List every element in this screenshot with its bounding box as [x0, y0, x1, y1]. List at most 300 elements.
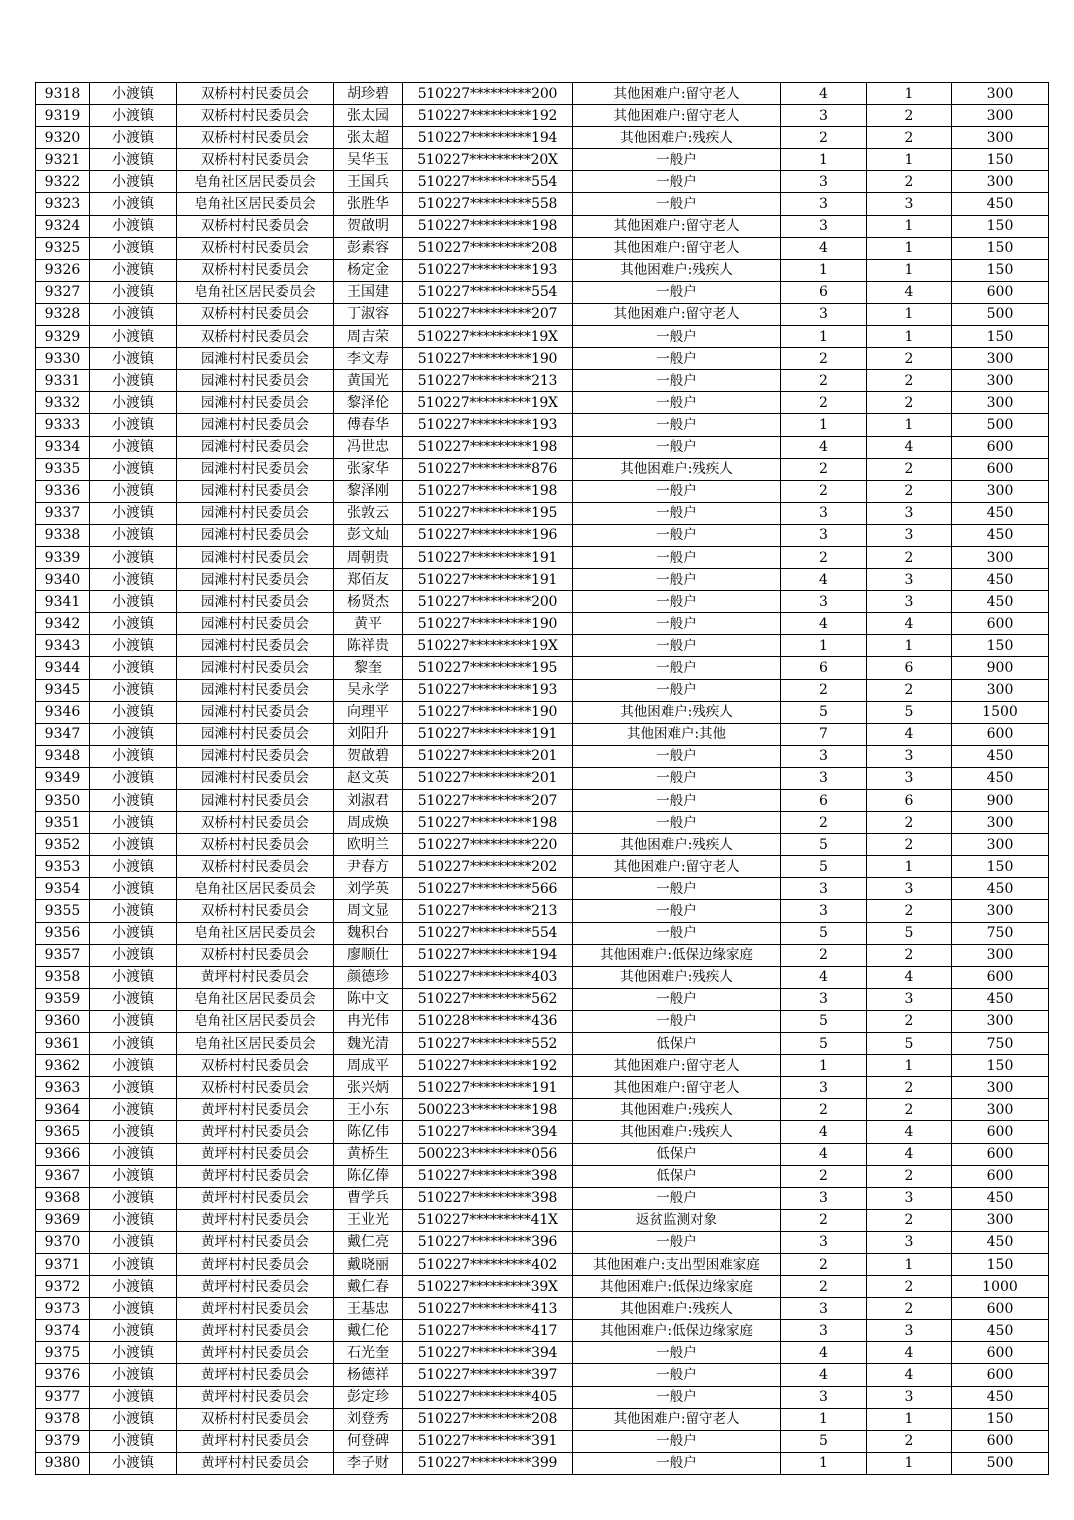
household-size-cell: 6 [781, 657, 867, 679]
township-cell: 小渡镇 [90, 1209, 177, 1231]
table-row [36, 900, 1049, 922]
amount-cell: 300 [952, 348, 1049, 370]
id-number-cell: 510227*********202 [403, 856, 573, 878]
household-size-cell: 3 [781, 767, 867, 789]
household-size-cell: 4 [781, 966, 867, 988]
township-cell: 小渡镇 [90, 436, 177, 458]
row-number-cell: 9371 [36, 1253, 90, 1275]
name-cell: 曹学兵 [334, 1187, 403, 1209]
name-cell: 石光奎 [334, 1342, 403, 1364]
row-number-cell: 9338 [36, 524, 90, 546]
committee-cell: 园滩村村民委员会 [177, 613, 334, 635]
category-cell: 其他困难户:留守老人 [573, 1055, 781, 1077]
id-number-cell: 510227*********191 [403, 723, 573, 745]
category-cell: 一般户 [573, 1386, 781, 1408]
beneficiary-count-cell: 4 [867, 1342, 952, 1364]
township-cell: 小渡镇 [90, 1187, 177, 1209]
beneficiary-count-cell: 2 [867, 105, 952, 127]
household-size-cell: 3 [781, 524, 867, 546]
row-number-cell: 9354 [36, 878, 90, 900]
row-number-cell: 9340 [36, 569, 90, 591]
amount-cell: 450 [952, 767, 1049, 789]
household-size-cell: 4 [781, 83, 867, 105]
amount-cell: 300 [952, 1099, 1049, 1121]
category-cell: 一般户 [573, 900, 781, 922]
row-number-cell: 9345 [36, 679, 90, 701]
category-cell: 其他困难户:留守老人 [573, 1077, 781, 1099]
beneficiary-count-cell: 6 [867, 657, 952, 679]
row-number-cell: 9353 [36, 856, 90, 878]
committee-cell: 黄坪村村民委员会 [177, 1320, 334, 1342]
committee-cell: 黄坪村村民委员会 [177, 1121, 334, 1143]
township-cell: 小渡镇 [90, 900, 177, 922]
committee-cell: 双桥村村民委员会 [177, 105, 334, 127]
id-number-cell: 510227*********196 [403, 524, 573, 546]
table-row [36, 1055, 1049, 1077]
beneficiary-count-cell: 1 [867, 149, 952, 171]
household-size-cell: 3 [781, 303, 867, 325]
name-cell: 周吉荣 [334, 326, 403, 348]
category-cell: 其他困难户:残疾人 [573, 127, 781, 149]
household-size-cell: 4 [781, 569, 867, 591]
category-cell: 一般户 [573, 480, 781, 502]
committee-cell: 园滩村村民委员会 [177, 392, 334, 414]
committee-cell: 黄坪村村民委员会 [177, 1099, 334, 1121]
household-size-cell: 3 [781, 1187, 867, 1209]
committee-cell: 双桥村村民委员会 [177, 215, 334, 237]
name-cell: 黎泽刚 [334, 480, 403, 502]
amount-cell: 1000 [952, 1276, 1049, 1298]
household-size-cell: 5 [781, 1010, 867, 1032]
amount-cell: 500 [952, 1452, 1049, 1474]
id-number-cell: 510227*********201 [403, 745, 573, 767]
name-cell: 彭定珍 [334, 1386, 403, 1408]
table-row [36, 1276, 1049, 1298]
township-cell: 小渡镇 [90, 326, 177, 348]
committee-cell: 黄坪村村民委员会 [177, 1342, 334, 1364]
id-number-cell: 510227*********207 [403, 303, 573, 325]
amount-cell: 600 [952, 1121, 1049, 1143]
amount-cell: 450 [952, 988, 1049, 1010]
name-cell: 张家华 [334, 458, 403, 480]
id-number-cell: 510227*********198 [403, 812, 573, 834]
amount-cell: 150 [952, 215, 1049, 237]
household-size-cell: 4 [781, 613, 867, 635]
category-cell: 一般户 [573, 1010, 781, 1032]
row-number-cell: 9347 [36, 723, 90, 745]
beneficiary-count-cell: 3 [867, 591, 952, 613]
row-number-cell: 9349 [36, 767, 90, 789]
beneficiary-count-cell: 2 [867, 546, 952, 568]
beneficiary-count-cell: 5 [867, 701, 952, 723]
household-size-cell: 4 [781, 1143, 867, 1165]
committee-cell: 双桥村村民委员会 [177, 83, 334, 105]
amount-cell: 300 [952, 105, 1049, 127]
row-number-cell: 9325 [36, 237, 90, 259]
category-cell: 其他困难户:残疾人 [573, 701, 781, 723]
id-number-cell: 510227*********19X [403, 392, 573, 414]
name-cell: 杨德祥 [334, 1364, 403, 1386]
table-row [36, 1320, 1049, 1342]
amount-cell: 300 [952, 834, 1049, 856]
beneficiary-count-cell: 4 [867, 613, 952, 635]
id-number-cell: 510227*********417 [403, 1320, 573, 1342]
table-row [36, 1386, 1049, 1408]
household-size-cell: 2 [781, 1253, 867, 1275]
id-number-cell: 510227*********405 [403, 1386, 573, 1408]
name-cell: 周成平 [334, 1055, 403, 1077]
row-number-cell: 9327 [36, 281, 90, 303]
township-cell: 小渡镇 [90, 745, 177, 767]
id-number-cell: 510227*********213 [403, 900, 573, 922]
name-cell: 黄国光 [334, 370, 403, 392]
category-cell: 其他困难户:低保边缘家庭 [573, 1276, 781, 1298]
name-cell: 王国建 [334, 281, 403, 303]
table-row [36, 1253, 1049, 1275]
township-cell: 小渡镇 [90, 193, 177, 215]
amount-cell: 600 [952, 613, 1049, 635]
committee-cell: 皂角社区居民委员会 [177, 1033, 334, 1055]
committee-cell: 皂角社区居民委员会 [177, 988, 334, 1010]
household-size-cell: 4 [781, 1364, 867, 1386]
category-cell: 一般户 [573, 657, 781, 679]
row-number-cell: 9339 [36, 546, 90, 568]
name-cell: 刘登秀 [334, 1408, 403, 1430]
row-number-cell: 9378 [36, 1408, 90, 1430]
row-number-cell: 9323 [36, 193, 90, 215]
id-number-cell: 510227*********198 [403, 436, 573, 458]
table-row [36, 944, 1049, 966]
township-cell: 小渡镇 [90, 1430, 177, 1452]
amount-cell: 450 [952, 878, 1049, 900]
table-row [36, 767, 1049, 789]
records-table [35, 82, 1049, 1475]
committee-cell: 黄坪村村民委员会 [177, 1430, 334, 1452]
table-row [36, 1231, 1049, 1253]
category-cell: 一般户 [573, 193, 781, 215]
row-number-cell: 9326 [36, 259, 90, 281]
township-cell: 小渡镇 [90, 414, 177, 436]
row-number-cell: 9321 [36, 149, 90, 171]
beneficiary-count-cell: 2 [867, 812, 952, 834]
name-cell: 李文寿 [334, 348, 403, 370]
township-cell: 小渡镇 [90, 812, 177, 834]
id-number-cell: 510227*********213 [403, 370, 573, 392]
township-cell: 小渡镇 [90, 1010, 177, 1032]
table-row [36, 1452, 1049, 1474]
name-cell: 廖顺仕 [334, 944, 403, 966]
category-cell: 一般户 [573, 171, 781, 193]
beneficiary-count-cell: 1 [867, 1452, 952, 1474]
row-number-cell: 9372 [36, 1276, 90, 1298]
id-number-cell: 510227*********403 [403, 966, 573, 988]
category-cell: 低保户 [573, 1143, 781, 1165]
amount-cell: 150 [952, 635, 1049, 657]
row-number-cell: 9320 [36, 127, 90, 149]
beneficiary-count-cell: 1 [867, 83, 952, 105]
township-cell: 小渡镇 [90, 1055, 177, 1077]
id-number-cell: 510227*********19X [403, 635, 573, 657]
table-row [36, 988, 1049, 1010]
id-number-cell: 510227*********554 [403, 281, 573, 303]
household-size-cell: 1 [781, 1055, 867, 1077]
beneficiary-count-cell: 1 [867, 1253, 952, 1275]
beneficiary-count-cell: 2 [867, 392, 952, 414]
table-row [36, 1121, 1049, 1143]
row-number-cell: 9380 [36, 1452, 90, 1474]
id-number-cell: 510227*********201 [403, 767, 573, 789]
id-number-cell: 510227*********200 [403, 591, 573, 613]
table-row [36, 326, 1049, 348]
beneficiary-count-cell: 3 [867, 1320, 952, 1342]
household-size-cell: 1 [781, 1408, 867, 1430]
beneficiary-count-cell: 3 [867, 1386, 952, 1408]
amount-cell: 300 [952, 480, 1049, 502]
row-number-cell: 9376 [36, 1364, 90, 1386]
committee-cell: 园滩村村民委员会 [177, 635, 334, 657]
amount-cell: 450 [952, 1187, 1049, 1209]
beneficiary-count-cell: 2 [867, 1276, 952, 1298]
amount-cell: 450 [952, 193, 1049, 215]
household-size-cell: 2 [781, 1099, 867, 1121]
id-number-cell: 510227*********191 [403, 1077, 573, 1099]
beneficiary-count-cell: 2 [867, 370, 952, 392]
beneficiary-count-cell: 4 [867, 1143, 952, 1165]
table-row [36, 1077, 1049, 1099]
name-cell: 吴永学 [334, 679, 403, 701]
household-size-cell: 2 [781, 546, 867, 568]
category-cell: 一般户 [573, 414, 781, 436]
table-row [36, 834, 1049, 856]
amount-cell: 600 [952, 1342, 1049, 1364]
township-cell: 小渡镇 [90, 1231, 177, 1253]
committee-cell: 黄坪村村民委员会 [177, 1452, 334, 1474]
township-cell: 小渡镇 [90, 569, 177, 591]
amount-cell: 600 [952, 723, 1049, 745]
township-cell: 小渡镇 [90, 944, 177, 966]
category-cell: 其他困难户:支出型困难家庭 [573, 1253, 781, 1275]
committee-cell: 黄坪村村民委员会 [177, 1143, 334, 1165]
committee-cell: 园滩村村民委员会 [177, 348, 334, 370]
id-number-cell: 510227*********192 [403, 105, 573, 127]
household-size-cell: 3 [781, 745, 867, 767]
household-size-cell: 1 [781, 414, 867, 436]
id-number-cell: 510227*********220 [403, 834, 573, 856]
row-number-cell: 9328 [36, 303, 90, 325]
beneficiary-count-cell: 1 [867, 326, 952, 348]
category-cell: 一般户 [573, 591, 781, 613]
table-row [36, 745, 1049, 767]
category-cell: 一般户 [573, 679, 781, 701]
amount-cell: 450 [952, 591, 1049, 613]
table-row [36, 281, 1049, 303]
committee-cell: 园滩村村民委员会 [177, 502, 334, 524]
category-cell: 一般户 [573, 546, 781, 568]
committee-cell: 黄坪村村民委员会 [177, 966, 334, 988]
name-cell: 陈亿伟 [334, 1121, 403, 1143]
name-cell: 刘阳升 [334, 723, 403, 745]
table-row [36, 1342, 1049, 1364]
beneficiary-count-cell: 3 [867, 1231, 952, 1253]
township-cell: 小渡镇 [90, 591, 177, 613]
amount-cell: 600 [952, 458, 1049, 480]
township-cell: 小渡镇 [90, 392, 177, 414]
row-number-cell: 9363 [36, 1077, 90, 1099]
table-row [36, 591, 1049, 613]
beneficiary-count-cell: 5 [867, 922, 952, 944]
committee-cell: 皂角社区居民委员会 [177, 878, 334, 900]
category-cell: 其他困难户:留守老人 [573, 237, 781, 259]
table-row [36, 259, 1049, 281]
category-cell: 其他困难户:残疾人 [573, 458, 781, 480]
row-number-cell: 9368 [36, 1187, 90, 1209]
committee-cell: 园滩村村民委员会 [177, 480, 334, 502]
row-number-cell: 9346 [36, 701, 90, 723]
category-cell: 低保户 [573, 1165, 781, 1187]
row-number-cell: 9337 [36, 502, 90, 524]
beneficiary-count-cell: 4 [867, 966, 952, 988]
township-cell: 小渡镇 [90, 1342, 177, 1364]
name-cell: 戴仁伦 [334, 1320, 403, 1342]
township-cell: 小渡镇 [90, 988, 177, 1010]
amount-cell: 600 [952, 966, 1049, 988]
township-cell: 小渡镇 [90, 480, 177, 502]
household-size-cell: 3 [781, 1386, 867, 1408]
beneficiary-count-cell: 1 [867, 856, 952, 878]
row-number-cell: 9379 [36, 1430, 90, 1452]
household-size-cell: 2 [781, 1209, 867, 1231]
id-number-cell: 510227*********195 [403, 502, 573, 524]
id-number-cell: 510227*********193 [403, 414, 573, 436]
row-number-cell: 9356 [36, 922, 90, 944]
household-size-cell: 2 [781, 812, 867, 834]
name-cell: 周成焕 [334, 812, 403, 834]
table-row [36, 878, 1049, 900]
name-cell: 郑佰友 [334, 569, 403, 591]
category-cell: 一般户 [573, 1231, 781, 1253]
household-size-cell: 1 [781, 1452, 867, 1474]
amount-cell: 150 [952, 149, 1049, 171]
amount-cell: 600 [952, 1430, 1049, 1452]
township-cell: 小渡镇 [90, 83, 177, 105]
row-number-cell: 9334 [36, 436, 90, 458]
committee-cell: 园滩村村民委员会 [177, 546, 334, 568]
household-size-cell: 7 [781, 723, 867, 745]
row-number-cell: 9322 [36, 171, 90, 193]
id-number-cell: 510227*********198 [403, 480, 573, 502]
household-size-cell: 1 [781, 149, 867, 171]
beneficiary-count-cell: 1 [867, 1408, 952, 1430]
name-cell: 张兴炳 [334, 1077, 403, 1099]
category-cell: 一般户 [573, 988, 781, 1010]
beneficiary-count-cell: 1 [867, 215, 952, 237]
table-row [36, 458, 1049, 480]
committee-cell: 双桥村村民委员会 [177, 237, 334, 259]
township-cell: 小渡镇 [90, 348, 177, 370]
amount-cell: 450 [952, 1386, 1049, 1408]
category-cell: 其他困难户:留守老人 [573, 856, 781, 878]
category-cell: 其他困难户:残疾人 [573, 259, 781, 281]
beneficiary-count-cell: 2 [867, 127, 952, 149]
table-row [36, 237, 1049, 259]
committee-cell: 黄坪村村民委员会 [177, 1253, 334, 1275]
table-row [36, 569, 1049, 591]
row-number-cell: 9362 [36, 1055, 90, 1077]
name-cell: 向理平 [334, 701, 403, 723]
table-row [36, 1408, 1049, 1430]
household-size-cell: 2 [781, 348, 867, 370]
name-cell: 冉光伟 [334, 1010, 403, 1032]
table-row [36, 480, 1049, 502]
beneficiary-count-cell: 2 [867, 834, 952, 856]
committee-cell: 黄坪村村民委员会 [177, 1276, 334, 1298]
committee-cell: 双桥村村民委员会 [177, 834, 334, 856]
amount-cell: 600 [952, 1364, 1049, 1386]
township-cell: 小渡镇 [90, 215, 177, 237]
table-row [36, 701, 1049, 723]
category-cell: 一般户 [573, 1430, 781, 1452]
beneficiary-count-cell: 1 [867, 259, 952, 281]
row-number-cell: 9370 [36, 1231, 90, 1253]
beneficiary-count-cell: 1 [867, 303, 952, 325]
table-row [36, 193, 1049, 215]
township-cell: 小渡镇 [90, 105, 177, 127]
name-cell: 周朝贵 [334, 546, 403, 568]
row-number-cell: 9351 [36, 812, 90, 834]
id-number-cell: 510227*********413 [403, 1298, 573, 1320]
committee-cell: 双桥村村民委员会 [177, 900, 334, 922]
name-cell: 张敦云 [334, 502, 403, 524]
household-size-cell: 3 [781, 878, 867, 900]
beneficiary-count-cell: 2 [867, 900, 952, 922]
township-cell: 小渡镇 [90, 657, 177, 679]
township-cell: 小渡镇 [90, 370, 177, 392]
name-cell: 傅春华 [334, 414, 403, 436]
amount-cell: 750 [952, 1033, 1049, 1055]
beneficiary-count-cell: 2 [867, 1165, 952, 1187]
name-cell: 陈祥贵 [334, 635, 403, 657]
amount-cell: 150 [952, 259, 1049, 281]
id-number-cell: 510227*********191 [403, 546, 573, 568]
row-number-cell: 9335 [36, 458, 90, 480]
table-row [36, 414, 1049, 436]
township-cell: 小渡镇 [90, 1077, 177, 1099]
household-size-cell: 5 [781, 922, 867, 944]
category-cell: 其他困难户:留守老人 [573, 303, 781, 325]
row-number-cell: 9331 [36, 370, 90, 392]
amount-cell: 150 [952, 1253, 1049, 1275]
category-cell: 一般户 [573, 812, 781, 834]
category-cell: 一般户 [573, 326, 781, 348]
township-cell: 小渡镇 [90, 834, 177, 856]
name-cell: 王国兵 [334, 171, 403, 193]
id-number-cell: 510227*********200 [403, 83, 573, 105]
township-cell: 小渡镇 [90, 679, 177, 701]
township-cell: 小渡镇 [90, 1452, 177, 1474]
category-cell: 一般户 [573, 281, 781, 303]
row-number-cell: 9364 [36, 1099, 90, 1121]
category-cell: 一般户 [573, 745, 781, 767]
amount-cell: 300 [952, 1010, 1049, 1032]
table-row [36, 657, 1049, 679]
id-number-cell: 510227*********394 [403, 1342, 573, 1364]
table-row [36, 215, 1049, 237]
row-number-cell: 9350 [36, 790, 90, 812]
committee-cell: 园滩村村民委员会 [177, 591, 334, 613]
committee-cell: 园滩村村民委员会 [177, 657, 334, 679]
household-size-cell: 2 [781, 127, 867, 149]
township-cell: 小渡镇 [90, 767, 177, 789]
